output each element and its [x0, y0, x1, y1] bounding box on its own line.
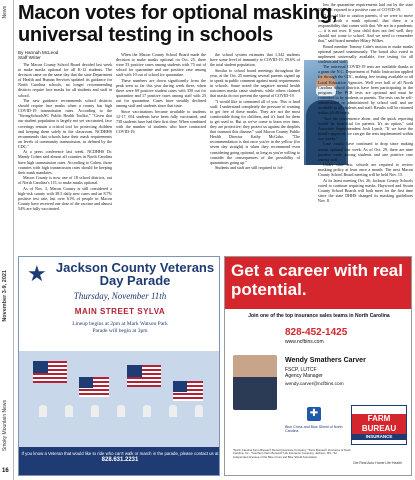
page-number: 16	[2, 468, 9, 474]
paragraph: When the Macon County School Board made the decision to make masks optional on Oct. 25, there were 53 positive cases among students with 75 out of school for quarantine and one positive case among staff with 10 out of school for quarantine.	[116, 52, 206, 78]
paragraph: At its latest meeting Oct. 26, Jackson County Schools voted to continue requiring masks. Haywood and Swain County School Boards will both meet for the first time since the state DHHS changed its masking guidelines Nov. 8.	[318, 177, 413, 204]
article-column-2	[116, 52, 206, 252]
paragraph: Board member Tommy Cabe's motion to make masks optional passed unanimously. The board also voted to implement universally available, free testing for all students and staff.	[318, 43, 413, 64]
flag-icon	[173, 381, 203, 401]
career-disclaimer: *North Carolina Farm Bureau® Mutual Insurance Company, *Farm Bureau® Insurance of North Carolina, Inc., *Southern Farm Bureau® Life Insurance Company, Jackson, MS. *An independent licensee of the Blue Cross and Blue Shield Association.	[233, 448, 351, 459]
agent-email: wendy.carver@ncfbins.com	[285, 382, 344, 387]
flag-icon	[79, 377, 109, 397]
farm-bureau-logo	[351, 405, 407, 445]
parade-lineup	[19, 321, 220, 335]
paragraph: The universal COVID-19 tests are available thanks to a grant the N.C. Department of Public Instruction applied for through the CDC, making free testing available to all Local Education Agencies. Well over half of all North Carolina school districts have been participating in the program. The PCR tests are optional and must be consented to by students or parents. The tests can be self-administered or administered by school staff and are available to all students and staff. Results will be returned within 24-48 hours.	[318, 64, 413, 116]
paragraph: Macon County is now one of 18 school districts, out of North Carolina's 115, to make masks optional.	[18, 175, 112, 186]
issue-date: November 3-9, 2021	[2, 270, 8, 322]
parade-footer-text: If you know a Veteran that would like to ride who can't walk or march in the parade, please contact us at	[21, 451, 219, 456]
headstone-icon	[169, 405, 177, 417]
page-sidebar	[0, 0, 14, 480]
paragraph: "I would like to caution parents, if we were to move forward with a mask optional, that there is a responsibility that comes with that. We are in a pandemic — it is not over. If your child does not feel well, they should not come to school. And we need to remember that," said board member Hilary Wilkes.	[318, 12, 413, 44]
paragraph: Case counts have continued to drop since making masks optional last week. As of Oct. 29, there are nine positive cases among students and one positive case among staff.	[318, 141, 413, 162]
headstone-icon	[143, 405, 151, 417]
paragraph: Similar to school board meetings throughout the year, at the Oct. 25 meeting several parents signed up to speak in public comment against mask requirements in schools. Some noted the negative mental health outcomes masks cause students, while others claimed that masks do not prevent the spread of COVID-19.	[210, 67, 300, 99]
headstone-icon	[195, 405, 203, 417]
headstone-icon	[117, 405, 125, 417]
parade-footer	[19, 447, 220, 476]
flag-icon	[127, 365, 161, 387]
career-headline: Get a career with real potential.	[225, 257, 412, 309]
star-icon: ★	[27, 261, 47, 286]
paragraph: Under state law, schools are required to review masking policy at least once a month. The next Macon County School Board meeting will be held Nov. 15.	[318, 162, 413, 178]
article-column-1	[18, 62, 112, 252]
article-column-3	[210, 52, 300, 252]
flags-illustration	[19, 351, 220, 447]
headstone-icon	[91, 405, 99, 417]
paragraph: Since vaccinations became available to students 12-17, 654 students have been fully vaccinated, and 738 students have had their first dose. When combined with the number of students who have contracted COVID-19,	[116, 108, 206, 135]
paragraph: low the quarantine requirements laid out by the state DHHS if exposed to a positive case of COVID-19.	[318, 2, 413, 13]
parade-phone: 828.631.2231	[101, 457, 139, 463]
bcbs-label: Blue Cross and Blue Shield of North Carolina	[285, 425, 343, 434]
agent-photo	[233, 355, 277, 410]
headstone-icon	[65, 405, 73, 417]
start-text: Parade will begin at 3pm	[92, 328, 148, 334]
career-subheading: Join one of the top insurance sales teams in North Carolina	[248, 313, 390, 319]
section-label: News	[2, 6, 8, 19]
paragraph: "I would like to commend all of you. This is hard stuff. I understand completely the pressure of wanting to get free of these masks. They are not the most comfortable thing for children, and it's hard for them to get used to. But as we've come to learn over time, they are protective; they protect us against the droplets that transmit this disease," said Macon County Public Health Director Kathy McGaha. "The recommendation is that once you're in the yellow (for seven day straight) is when they recommend even considering going optional, as long as you're willing to consider the consequences of the possibility of quarantines going up."	[210, 98, 300, 165]
career-url: www.ncfbins.com	[285, 339, 324, 345]
blue-cross-icon: ✚	[307, 407, 321, 421]
paragraph: "Just the convenience alone, and the quick reporting would be beneficial for parents. It's an option," said Associate Superintendent Josh Lynch. "If we have the board's approval, we can get the tests implemented within two weeks."	[318, 115, 413, 141]
article-byline	[18, 50, 58, 60]
parade-street: MAIN STREET SYLVA	[74, 307, 166, 316]
paragraph: the school system estimates that 1,342 students have some level of immunity to COVID-19, 29.6% of the total student population.	[210, 52, 300, 68]
article-headline: Macon votes for optional masking, universal testing in schools	[18, 2, 338, 46]
paragraph: The new guidance recommends school districts should require face masks when a county has high COVID-19 transmission rates. According to the "StrongSchoolsNC Public Health Toolkit," "Given that our student population is largely not yet vaccinated, face coverings remain a critical tool for protecting children and keeping them safely in the classroom. NCDHHS recommends that schools base their mask requirements on levels of community transmission, as defined by the CDC."	[18, 98, 112, 149]
parade-title: Jackson County Veterans Day Parade	[55, 260, 215, 288]
paragraph: At a press conference last week, NCDHHS Dr. Mandy Cohen said almost all counties in North Carolina have high transmission rates. According to Cohen, those counties with high transmission rates should be keeping their mask mandates.	[18, 149, 112, 175]
career-phone: 828-452-1425	[285, 327, 348, 338]
fb-logo-top: FARM BUREAU	[352, 414, 406, 434]
career-tagline: Get Real Auto·Home·Life·Health	[353, 461, 402, 465]
byline-author: By Hannah McLeod	[18, 50, 59, 55]
parade-header	[19, 257, 220, 351]
fb-logo-bottom: INSURANCE	[352, 434, 406, 440]
parade-date: Thursday, November 11th	[73, 291, 167, 301]
agent-credentials	[285, 367, 323, 379]
agent-cred: FSCP, LUTCF	[285, 367, 317, 373]
byline-role: Staff Writer	[18, 55, 41, 60]
article-column-4	[318, 2, 413, 252]
agent-name: Wendy Smathers Carver	[285, 357, 366, 364]
veterans-parade-ad	[18, 256, 220, 476]
paragraph: Students and staff are still required to fol-	[215, 165, 284, 171]
paragraph: The Macon County School Board decided last week to make masks optional for all K-12 students. The decision came on the same day that the state Department of Health and Human Services updated its guidance for North Carolina schools, no longer recommending districts require face masks for all students and staff in school.	[18, 62, 112, 98]
headstone-icon	[39, 405, 47, 417]
paragraph: These numbers are down significantly from the peak seen so far this year during week three, when there were 69 positive student cases with 350 out for quarantine and 17 positive cases among staff with 25 out for quarantine. Cases have steadily declined among staff and students since that time.	[116, 77, 206, 109]
lineup-text: Lineup begins at 2pm at Mark Watson Park	[72, 321, 168, 327]
paragraph: As of Nov. 3, Macon County is still considered a high-risk county with 38.5 daily new cases and an 8.7% positive test rate, but over 61% of people in Macon County have received one dose of the vaccine and almost 54% are fully vaccinated.	[18, 185, 112, 212]
agent-role: Agency Manager	[285, 373, 323, 379]
paper-name: Smoky Mountain News	[2, 400, 8, 452]
flag-icon	[33, 361, 67, 383]
farm-bureau-career-ad	[224, 256, 412, 476]
